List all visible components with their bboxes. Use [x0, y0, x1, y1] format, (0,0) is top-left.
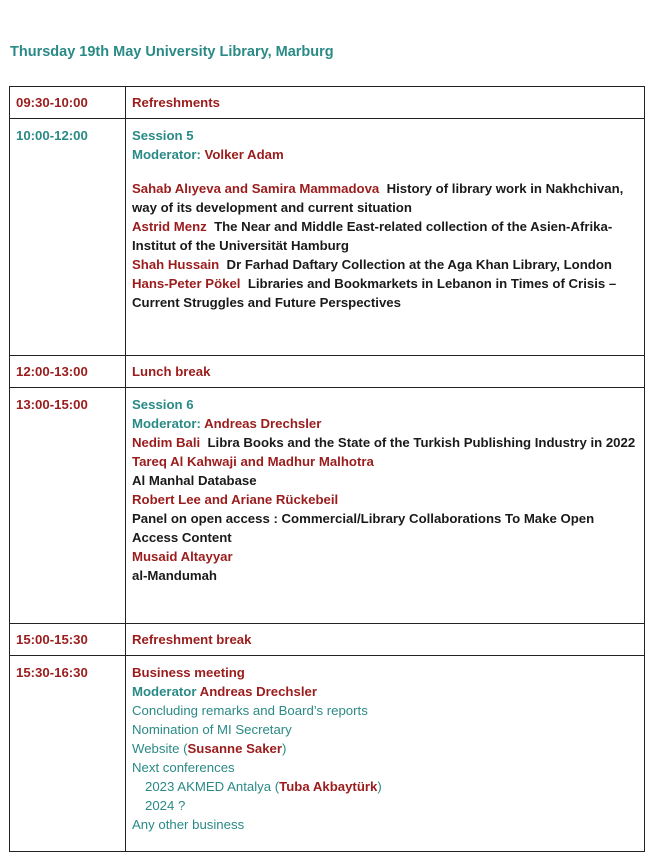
- speaker: Hans-Peter Pökel: [132, 276, 241, 291]
- speaker: Tareq Al Kahwaji and Madhur Malhotra: [132, 454, 374, 469]
- agenda-item: Next conferences: [132, 760, 235, 775]
- moderator-line: Moderator Andreas Drechsler: [132, 684, 317, 699]
- talk-title: al-Mandumah: [132, 568, 217, 583]
- speaker: Nedim Bali: [132, 435, 201, 450]
- speaker: Sahab Alıyeva and Samira Mammadova: [132, 181, 380, 196]
- schedule-row: [10, 87, 645, 119]
- talk: [132, 433, 638, 452]
- activity-cell: [126, 356, 645, 388]
- speaker: Shah Hussain: [132, 257, 220, 272]
- schedule-row: [10, 119, 645, 356]
- schedule-row: [10, 624, 645, 656]
- time-cell: 15:00-15:30: [10, 624, 126, 656]
- activity-cell: [126, 624, 645, 656]
- schedule-row: [10, 388, 645, 624]
- activity-label: Refreshment break: [132, 632, 252, 647]
- schedule-row: [10, 656, 645, 852]
- activity-label: Refreshments: [132, 95, 220, 110]
- talk-title: Libra Books and the State of the Turkish Publishing Industry in 2022: [207, 435, 636, 450]
- agenda-subitem: 2024 ?: [145, 798, 186, 813]
- time-cell: 09:30-10:00: [10, 87, 126, 119]
- business-cell: [126, 656, 645, 852]
- agenda-item: Nomination of MI Secretary: [132, 722, 292, 737]
- page-title: Thursday 19th May University Library, Marburg: [10, 44, 334, 60]
- time-cell: 12:00-13:00: [10, 356, 126, 388]
- agenda-item: Any other business: [132, 817, 245, 832]
- speaker: Astrid Menz: [132, 219, 207, 234]
- agenda-subitem: 2023 AKMED Antalya (Tuba Akbaytürk): [145, 779, 382, 794]
- talk-title: Libraries and Bookmarkets in Lebanon in Times of Crisis – Current Struggles and Future Perspectives: [132, 276, 617, 310]
- session-title: Session 5: [132, 128, 194, 143]
- talk: [132, 255, 638, 274]
- schedule-row: [10, 356, 645, 388]
- talk: [132, 179, 638, 217]
- activity-cell: [126, 87, 645, 119]
- speaker: Musaid Altayyar: [132, 549, 233, 564]
- person-name: Susanne Saker: [187, 741, 283, 756]
- time-cell: 13:00-15:00: [10, 388, 126, 624]
- talk-title: Panel on open access : Commercial/Library Collaborations To Make Open Access Content: [132, 511, 595, 545]
- session-title: Session 6: [132, 397, 194, 412]
- moderator-name: Andreas Drechsler: [199, 684, 317, 699]
- time-cell: 10:00-12:00: [10, 119, 126, 356]
- schedule-table: [9, 86, 645, 852]
- business-heading: Business meeting: [132, 665, 245, 680]
- talk-title: History of library work in Nakhchivan, way of its development and current situation: [132, 181, 624, 215]
- person-name: Tuba Akbaytürk: [279, 779, 378, 794]
- moderator-line: Moderator: Andreas Drechsler: [132, 416, 322, 431]
- talk: [132, 274, 638, 312]
- agenda-item: Concluding remarks and Board’s reports: [132, 703, 368, 718]
- moderator-name: Andreas Drechsler: [204, 416, 322, 431]
- activity-label: Lunch break: [132, 364, 211, 379]
- session-cell: [126, 119, 645, 356]
- talk-title: Al Manhal Database: [132, 473, 257, 488]
- speaker: Robert Lee and Ariane Rückebeil: [132, 492, 339, 507]
- talk-title: Dr Farhad Daftary Collection at the Aga Khan Library, London: [226, 257, 612, 272]
- time-cell: 15:30-16:30: [10, 656, 126, 852]
- moderator-name: Volker Adam: [204, 147, 284, 162]
- session-cell: [126, 388, 645, 624]
- moderator-line: Moderator: Volker Adam: [132, 147, 284, 162]
- talk: [132, 217, 638, 255]
- talk-title: The Near and Middle East-related collection of the Asien-Afrika-Institut of the Universität Hamburg: [132, 219, 613, 253]
- agenda-item: Website (Susanne Saker): [132, 741, 287, 756]
